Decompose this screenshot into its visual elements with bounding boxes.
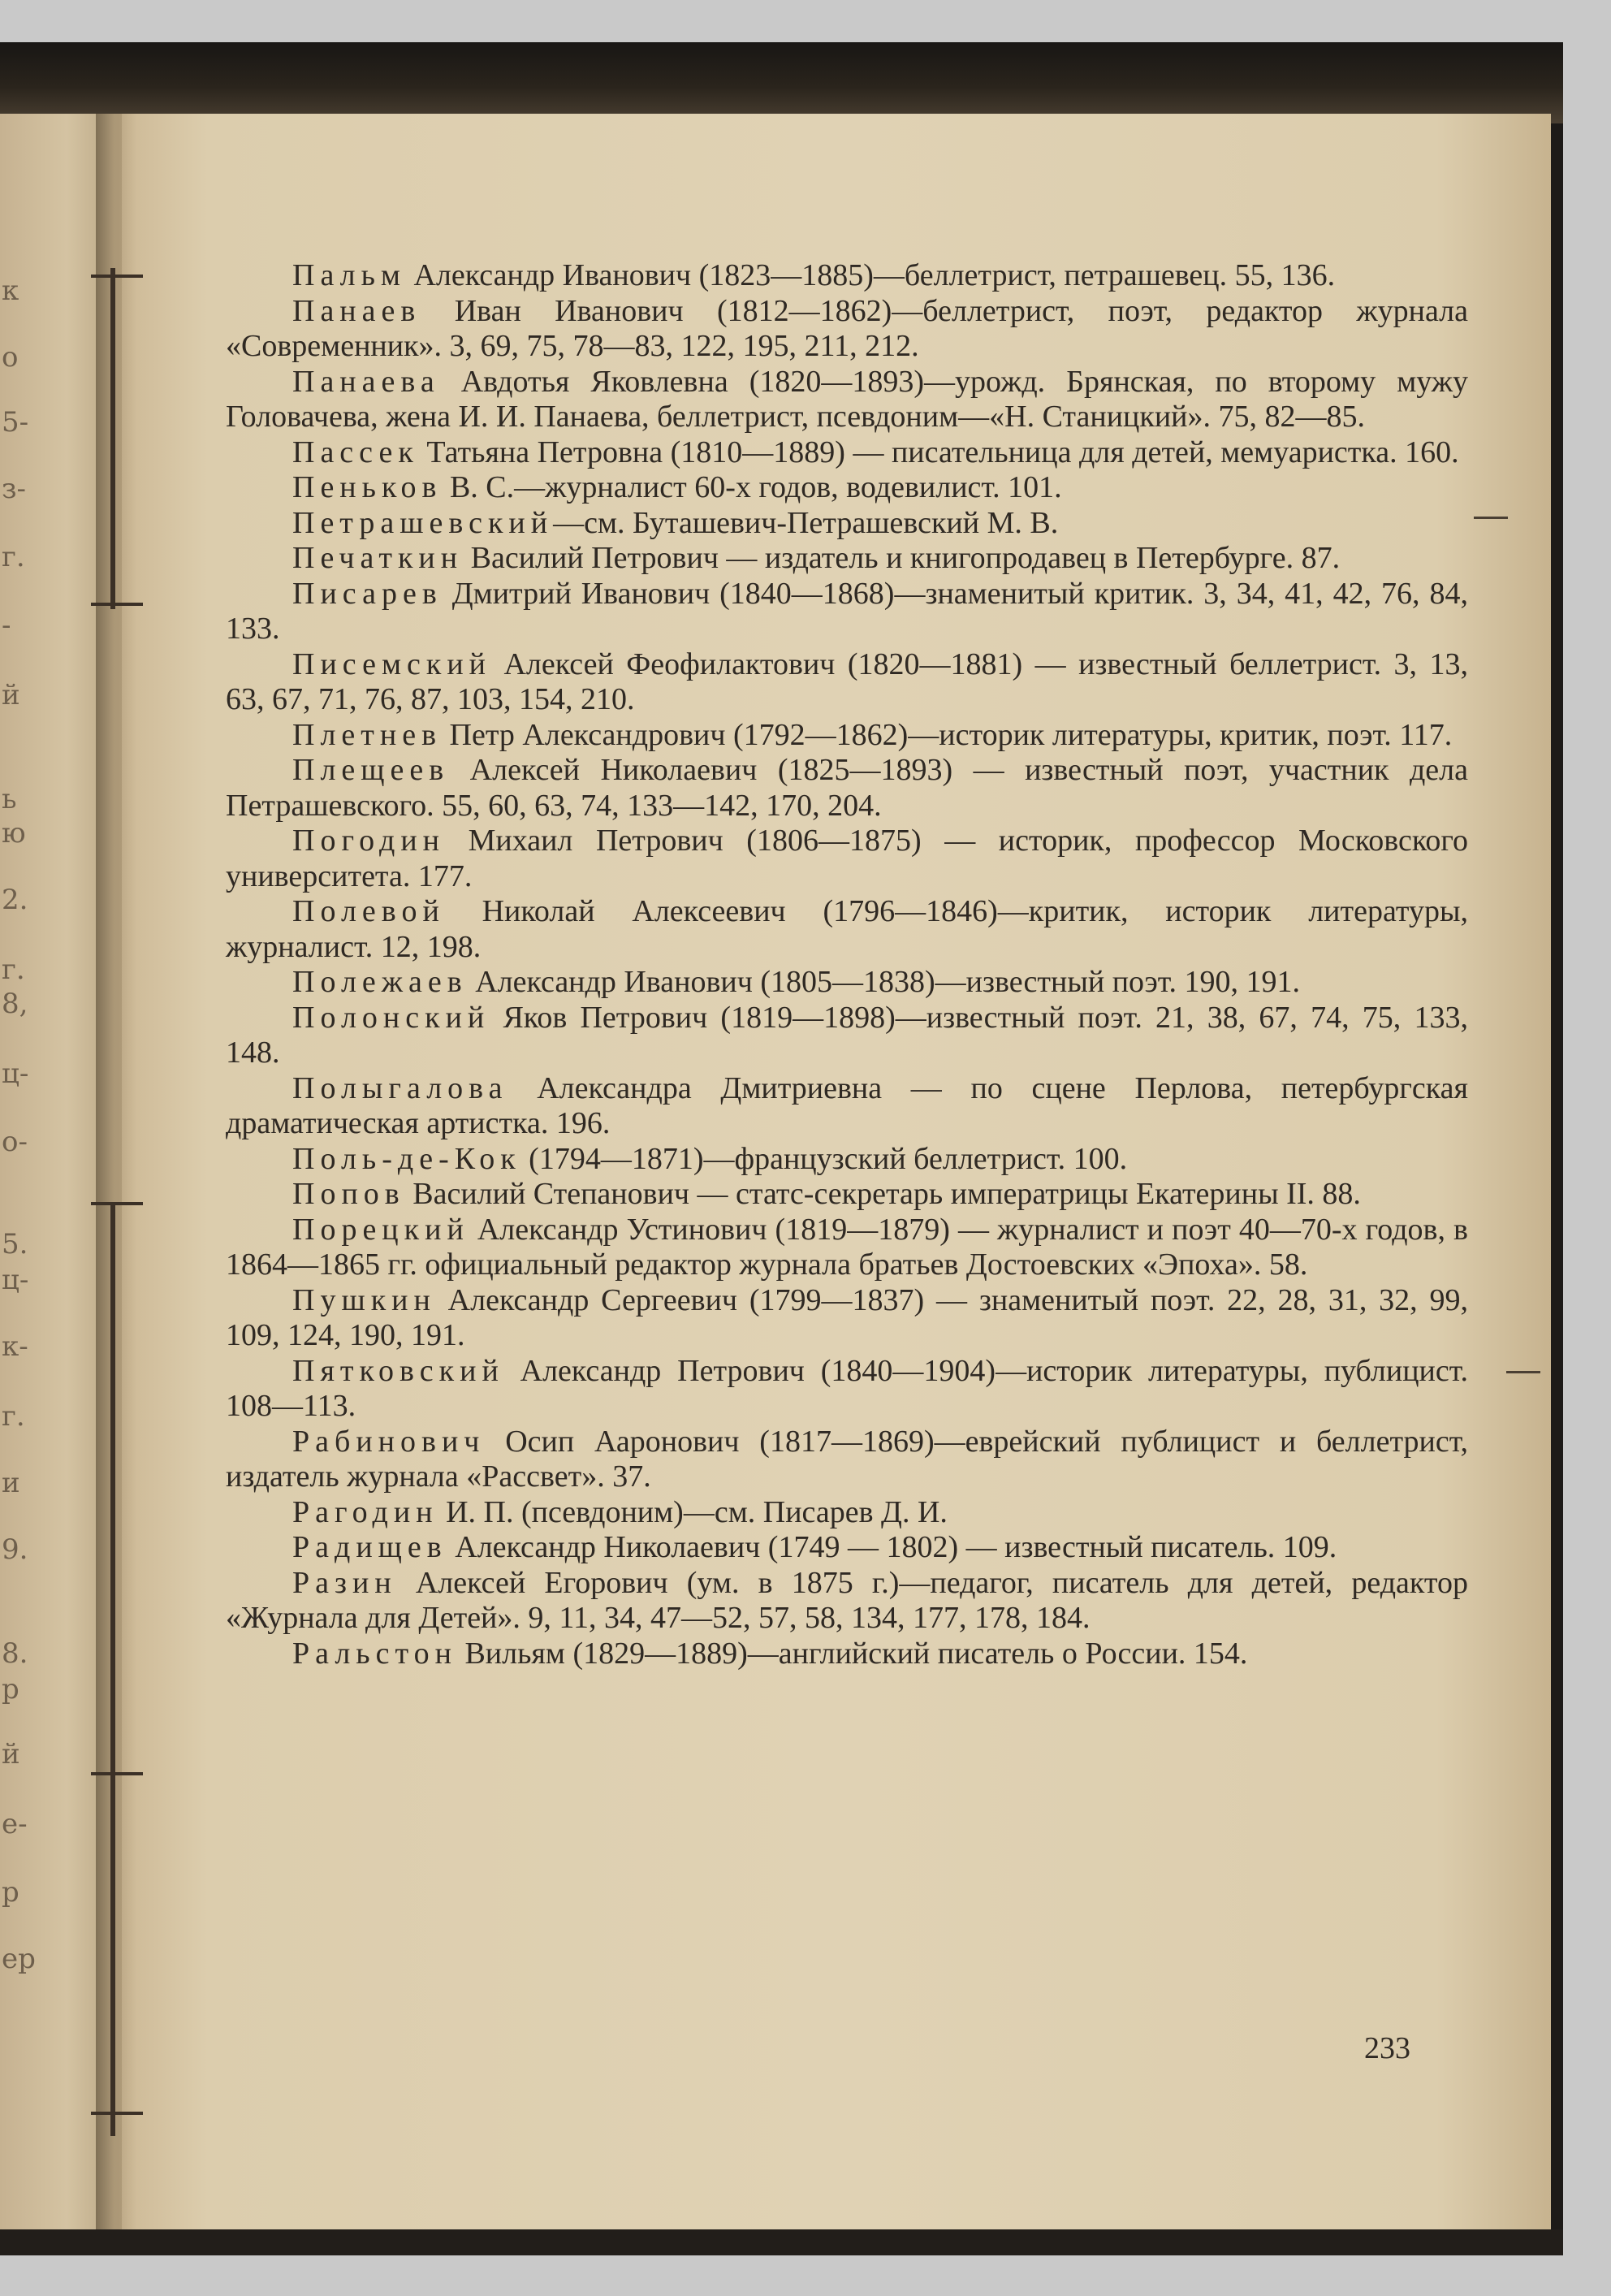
entry-details: Николай Алексеевич (1796—1846)—критик, историк литературы, журналист. 12, 198. bbox=[226, 894, 1468, 964]
margin-letter: к bbox=[2, 275, 19, 307]
index-entry bbox=[226, 258, 1468, 294]
margin-dash bbox=[1474, 517, 1508, 519]
entry-details: Александр Иванович (1823—1885)—беллетрист, петрашевец. 55, 136. bbox=[405, 258, 1336, 292]
index-entry bbox=[226, 435, 1468, 471]
margin-letter: г. bbox=[2, 541, 25, 573]
index-entry bbox=[226, 1001, 1468, 1071]
margin-letter: и bbox=[2, 1467, 20, 1499]
index-entry bbox=[226, 1495, 1468, 1531]
entry-details: Вильям (1829—1889)—английский писатель о России. 154. bbox=[456, 1636, 1248, 1671]
entry-details: Александр Иванович (1805—1838)—известный поэт. 190, 191. bbox=[467, 965, 1301, 999]
name-index-list bbox=[226, 258, 1468, 1671]
entry-surname: Пассек bbox=[292, 435, 419, 469]
index-entry bbox=[226, 718, 1468, 754]
margin-letter: 2. bbox=[2, 884, 28, 916]
entry-surname: Полежаев bbox=[292, 965, 468, 999]
entry-surname: Плетнев bbox=[292, 717, 443, 752]
entry-details: Осип Ааронович (1817—1869)—еврейский публицист и беллетрист, издатель журнала «Рассвет». 37. bbox=[226, 1424, 1468, 1494]
margin-letter: - bbox=[2, 609, 11, 642]
margin-letter: р bbox=[2, 1673, 19, 1706]
entry-surname: Разин bbox=[292, 1565, 397, 1600]
margin-letter: к- bbox=[2, 1330, 28, 1363]
entry-details: Василий Степанович — статс-секретарь императрицы Екатерины II. 88. bbox=[404, 1177, 1361, 1211]
entry-surname: Полыгалова bbox=[292, 1070, 508, 1105]
margin-letter: г. bbox=[2, 953, 25, 986]
entry-surname: Пятковский bbox=[292, 1353, 504, 1388]
margin-letter: й bbox=[2, 679, 20, 711]
entry-details: Дмитрий Иванович (1840—1868)—знаменитый критик. 3, 34, 41, 42, 76, 84, 133. bbox=[226, 576, 1468, 646]
page-gutter bbox=[96, 114, 136, 2233]
binding-stitch bbox=[91, 603, 143, 606]
index-entry bbox=[226, 753, 1468, 824]
margin-letter: й bbox=[2, 1738, 20, 1771]
entry-details: Яков Петрович (1819—1898)—известный поэт. 21, 38, 67, 74, 75, 133, 148. bbox=[226, 1000, 1468, 1070]
entry-surname: Панаев bbox=[292, 293, 421, 328]
binding-stitch bbox=[91, 1202, 143, 1205]
binding-thread bbox=[110, 268, 115, 609]
page-number: 233 bbox=[1364, 2031, 1410, 2065]
entry-surname: Ральстон bbox=[292, 1636, 457, 1671]
index-entry bbox=[226, 541, 1468, 577]
entry-surname: Рабинович bbox=[292, 1424, 486, 1459]
index-entry bbox=[226, 1530, 1468, 1566]
index-entry bbox=[226, 1566, 1468, 1637]
index-entry bbox=[226, 894, 1468, 965]
margin-letter: ер bbox=[2, 1943, 36, 1975]
binding-stitch bbox=[91, 275, 143, 278]
entry-details: Михаил Петрович (1806—1875) — историк, профессор Московского университета. 177. bbox=[226, 824, 1468, 893]
margin-letter: 8. bbox=[2, 1637, 28, 1670]
index-entry bbox=[226, 577, 1468, 647]
margin-letter: ю bbox=[2, 817, 26, 850]
margin-letter: 8, bbox=[2, 988, 28, 1020]
entry-surname: Панаева bbox=[292, 364, 440, 399]
index-entry bbox=[226, 1283, 1468, 1354]
index-entry bbox=[226, 506, 1468, 542]
margin-letter: ц- bbox=[2, 1264, 29, 1296]
margin-letter: 9. bbox=[2, 1533, 28, 1566]
entry-details: Александр Петрович (1840—1904)—историк литературы, публицист. 108—113. bbox=[226, 1353, 1468, 1423]
margin-letter: е- bbox=[2, 1808, 28, 1840]
entry-details: Александра Дмитриевна — по сцене Перлова, петербургская драматическая артистка. 196. bbox=[226, 1070, 1468, 1140]
entry-surname: Пальм bbox=[292, 258, 406, 292]
entry-surname: Пушкин bbox=[292, 1282, 436, 1317]
margin-letter: 5. bbox=[2, 1228, 28, 1260]
entry-surname: Рагодин bbox=[292, 1494, 438, 1529]
entry-surname: Петрашевский bbox=[292, 505, 554, 540]
entry-details: Петр Александрович (1792—1862)—историк литературы, критик, поэт. 117. bbox=[442, 717, 1453, 752]
index-entry bbox=[226, 365, 1468, 435]
index-entry bbox=[226, 647, 1468, 718]
index-entry bbox=[226, 1425, 1468, 1495]
margin-letter: 5- bbox=[2, 406, 29, 439]
margin-letter: о bbox=[2, 341, 19, 374]
entry-surname: Плещеев bbox=[292, 753, 450, 787]
entry-details: Василий Петрович — издатель и книгопродавец в Петербурге. 87. bbox=[463, 541, 1341, 575]
entry-surname: Писарев bbox=[292, 576, 443, 611]
margin-dash bbox=[1506, 1371, 1540, 1373]
entry-details: Александр Сергеевич (1799—1837) — знаменитый поэт. 22, 28, 31, 32, 99, 109, 124, 190, 191. bbox=[226, 1282, 1468, 1352]
index-entry bbox=[226, 965, 1468, 1001]
book-bottom-edge bbox=[0, 2229, 1563, 2255]
book-top-edge bbox=[0, 42, 1563, 123]
entry-details: Алексей Егорович (ум. в 1875 г.)—педагог, писатель для детей, редактор «Журнала для Детей». 9, 11, 34, 47—52, 57, 58, 134, 177, 178, 184. bbox=[226, 1565, 1468, 1635]
entry-surname: Радищев bbox=[292, 1530, 447, 1564]
entry-surname: Пеньков bbox=[292, 470, 443, 504]
entry-details: Алексей Феофилактович (1820—1881) — известный беллетрист. 3, 13, 63, 67, 71, 76, 87, 103, 154, 210. bbox=[226, 646, 1468, 716]
binding-stitch bbox=[91, 2112, 143, 2115]
margin-letter: о- bbox=[2, 1126, 28, 1158]
index-entry bbox=[226, 294, 1468, 365]
margin-letter: ц- bbox=[2, 1057, 29, 1090]
entry-details: —см. Буташевич-Петрашевский М. В. bbox=[553, 505, 1059, 540]
entry-surname: Печаткин bbox=[292, 541, 464, 575]
entry-details: (1794—1871)—французский беллетрист. 100. bbox=[520, 1141, 1128, 1176]
index-entry bbox=[226, 1213, 1468, 1283]
index-entry bbox=[226, 824, 1468, 894]
entry-surname: Поль-де-Кок bbox=[292, 1141, 521, 1176]
entry-details: Авдотья Яковлевна (1820—1893)—урожд. Брянская, по второму мужу Головачева, жена И. И. Панаева, беллетрист, псевдоним—«Н. Станицкий». 75, 82—85. bbox=[226, 364, 1468, 434]
margin-letter: р bbox=[2, 1876, 19, 1909]
entry-details: Татьяна Петровна (1810—1889) — писательница для детей, мемуаристка. 160. bbox=[418, 435, 1459, 469]
entry-details: Александр Устинович (1819—1879) — журналист и поэт 40—70-х годов, в 1864—1865 гг. официальный редактор журнала братьев Достоевских «Эпоха». 58. bbox=[226, 1212, 1468, 1282]
entry-surname: Погодин bbox=[292, 824, 445, 858]
margin-letter: г. bbox=[2, 1400, 25, 1433]
entry-surname: Полонский bbox=[292, 1000, 490, 1035]
index-entry bbox=[226, 1177, 1468, 1213]
index-entry bbox=[226, 1637, 1468, 1672]
binding-thread bbox=[110, 1202, 115, 2136]
entry-surname: Писемский bbox=[292, 646, 492, 681]
binding-stitch bbox=[91, 1772, 143, 1775]
index-entry bbox=[226, 470, 1468, 506]
margin-letter: ь bbox=[2, 783, 17, 815]
entry-surname: Порецкий bbox=[292, 1212, 469, 1247]
index-entry bbox=[226, 1071, 1468, 1142]
entry-details: В. С.—журналист 60-х годов, водевилист. 101. bbox=[442, 470, 1062, 504]
index-entry bbox=[226, 1354, 1468, 1425]
entry-surname: Полевой bbox=[292, 894, 445, 928]
entry-details: Иван Иванович (1812—1862)—беллетрист, поэт, редактор журнала «Современник». 3, 69, 75, 78—83, 122, 195, 211, 212. bbox=[226, 293, 1468, 363]
entry-details: И. П. (псевдоним)—см. Писарев Д. И. bbox=[438, 1494, 948, 1529]
index-entry bbox=[226, 1142, 1468, 1178]
entry-details: Алексей Николаевич (1825—1893) — известный поэт, участник дела Петрашевского. 55, 60, 63, 74, 133—142, 170, 204. bbox=[226, 753, 1468, 823]
entry-details: Александр Николаевич (1749 — 1802) — известный писатель. 109. bbox=[447, 1530, 1337, 1564]
margin-letter: з- bbox=[2, 473, 27, 505]
entry-surname: Попов bbox=[292, 1177, 405, 1211]
